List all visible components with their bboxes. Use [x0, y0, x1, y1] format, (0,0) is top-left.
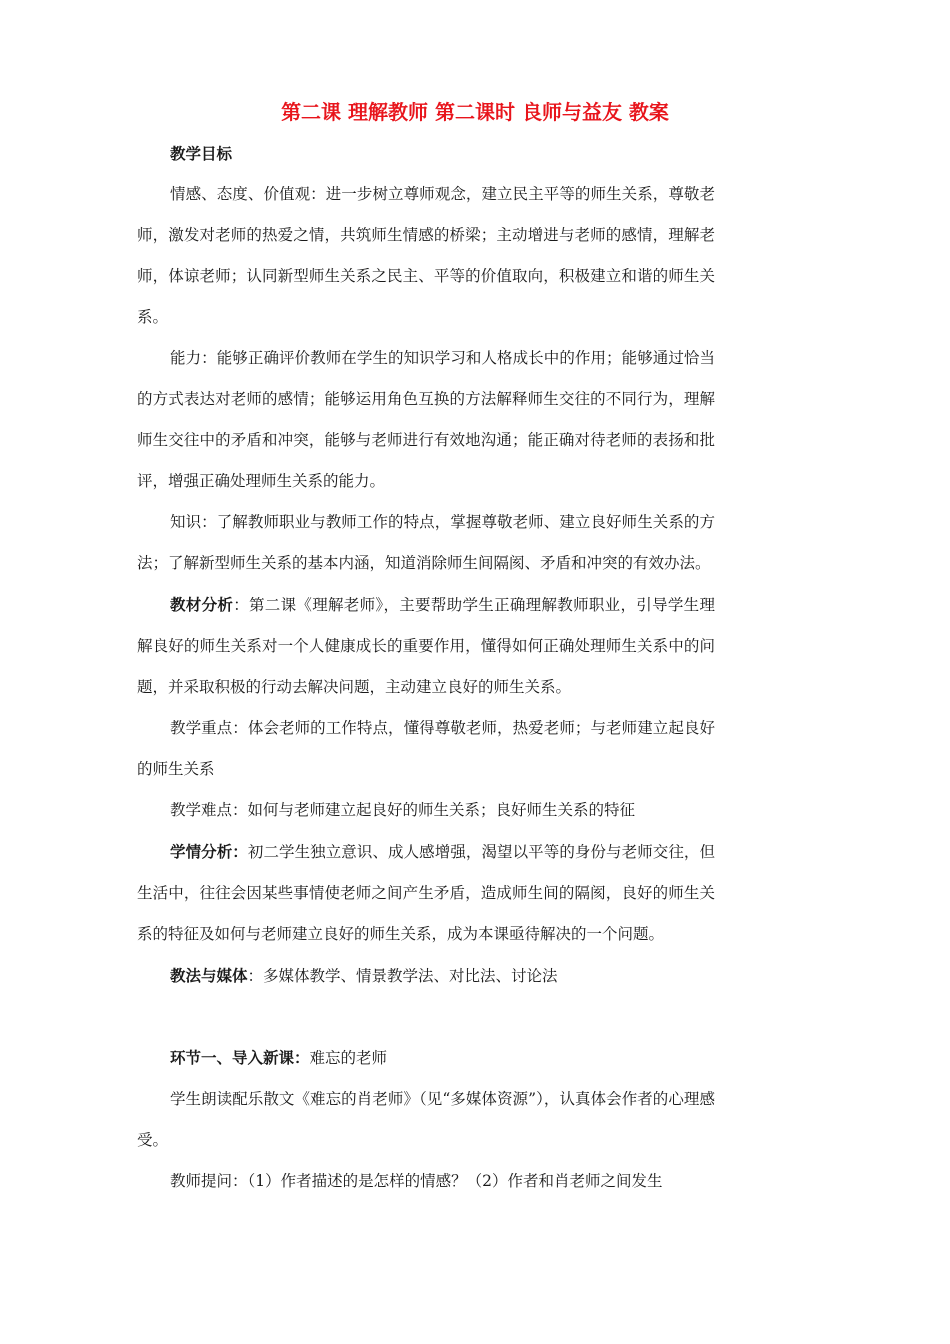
section1-topic: 难忘的老师 — [309, 1049, 388, 1067]
material-analysis-text: ：第二课《理解老师》，主要帮助学生正确理解教师职业，引导学生理解良好的师生关系对一个人健康成长的重要作用，懂得如何正确处理师生关系中的问题，并采取积极的行动去解决问题，主动建立良好的师生关系。 — [137, 596, 715, 696]
section1-heading-paragraph — [137, 1037, 715, 1079]
section1-label: 环节一、导入新课： — [170, 1048, 310, 1067]
method-media-paragraph — [137, 955, 715, 997]
key-point-paragraph: 教学重点：体会老师的工作特点，懂得尊敬老师，热爱老师；与老师建立起良好的师生关系 — [137, 719, 715, 778]
knowledge-objective-paragraph: 知识：了解教师职业与教师工作的特点，掌握尊敬老师、建立良好师生关系的方法；了解新型师生关系的基本内涵，知道消除师生间隔阂、矛盾和冲突的有效办法。 — [137, 513, 715, 572]
learner-analysis-text: 初二学生独立意识、成人感增强，渴望以平等的身份与老师交往，但生活中，往往会因某些事情使老师之间产生矛盾，造成师生间的隔阂，良好的师生关系的特征及如何与老师建立良好的师生关系，成为本课亟待解决的一个问题。 — [137, 843, 715, 943]
learner-analysis-label: 学情分析： — [170, 842, 248, 861]
ability-objective-paragraph: 能力：能够正确评价教师在学生的知识学习和人格成长中的作用；能够通过恰当的方式表达对老师的感情；能够运用角色互换的方法解释师生交往的不同行为，理解师生交往中的矛盾和冲突，能够与老师进行有效地沟通；能正确对待老师的表扬和批评，增强正确处理师生关系的能力。 — [137, 349, 715, 490]
method-media-text: ：多媒体教学、情景教学法、对比法、讨论法 — [247, 967, 558, 985]
material-analysis-label: 教材分析 — [170, 595, 234, 614]
method-media-label: 教法与媒体 — [170, 966, 248, 985]
reading-activity-paragraph: 学生朗读配乐散文《难忘的肖老师》（见“多媒体资源”），认真体会作者的心理感受。 — [137, 1090, 715, 1149]
document-title: 第二课 理解教师 第二课时 良师与益友 教案 — [281, 100, 669, 124]
teacher-question-paragraph: 教师提问：（1）作者描述的是怎样的情感？（2）作者和肖老师之间发生 — [170, 1172, 663, 1190]
material-analysis-paragraph — [137, 584, 715, 708]
section-spacer — [137, 997, 715, 1037]
objectives-heading: 教学目标 — [170, 144, 233, 163]
difficult-point-paragraph: 教学难点：如何与老师建立起良好的师生关系；良好师生关系的特征 — [170, 801, 636, 819]
emotion-objective-paragraph: 情感、态度、价值观：进一步树立尊师观念，建立民主平等的师生关系，尊敬老师，激发对老师的热爱之情，共筑师生情感的桥梁；主动增进与老师的感情，理解老师，体谅老师；认同新型师生关系之民主、平等的价值取向，积极建立和谐的师生关系。 — [137, 185, 715, 326]
document-body — [137, 133, 715, 1202]
learner-analysis-paragraph — [137, 831, 715, 955]
